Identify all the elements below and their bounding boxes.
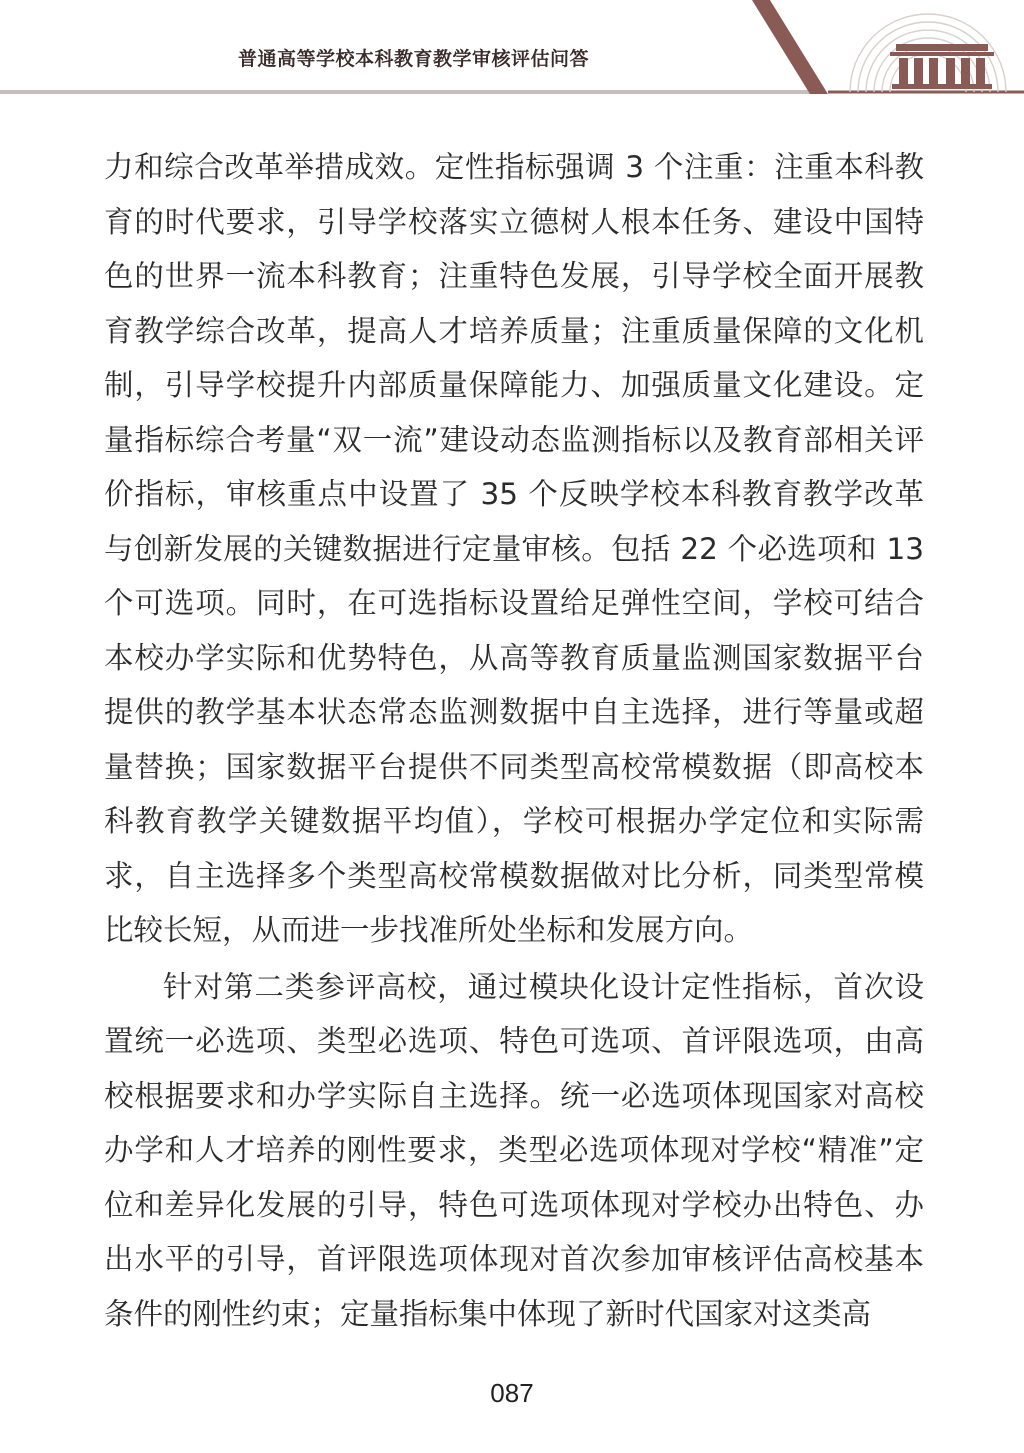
- page-header: [0, 0, 1024, 100]
- page-number: 087: [490, 1378, 534, 1408]
- paragraph: 针对第二类参评高校，通过模块化设计定性指标，首次设置统一必选项、类型必选项、特色可选项、首评限选项，由高校根据要求和办学实际自主选择。统一必选项体现国家对高校办学和人才培养的刚性要求，类型必选项体现对学校“精准”定位和差异化发展的引导，特色可选项体现对学校办出特色、办出水平的引导，首评限选项体现对首次参加审核评估高校基本条件的刚性约束；定量指标集中体现了新时代国家对这类高: [104, 969, 924, 1331]
- paragraph: 力和综合改革举措成效。定性指标强调 3 个注重：注重本科教育的时代要求，引导学校落实立德树人根本任务、建设中国特色的世界一流本科教育；注重特色发展，引导学校全面开展教育教学综合改革，提高人才培养质量；注重质量保障的文化机制，引导学校提升内部质量保障能力、加强质量文化建设。定量指标综合考量“双一流”建设动态监测指标以及教育部相关评价指标，审核重点中设置了 35 个反映学校本科教育教学改革与创新发展的关键数据进行定量审核。包括 22 个必选项和 13 个可选项。同时，在可选指标设置给足弹性空间，学校可结合本校办学实际和优势特色，从高等教育质量监测国家数据平台提供的教学基本状态常态监测数据中自主选择，进行等量或超量替换；国家数据平台提供不同类型高校常模数据（即高校本科教育教学关键数据平均值），学校可根据办学定位和实际需求，自主选择多个类型高校常模数据做对比分析，同类型常模比较长短，从而进一步找准所处坐标和发展方向。: [104, 150, 924, 947]
- running-header-title: 普通高等学校本科教育教学审核评估问答: [238, 48, 590, 70]
- body-text: [104, 140, 924, 1341]
